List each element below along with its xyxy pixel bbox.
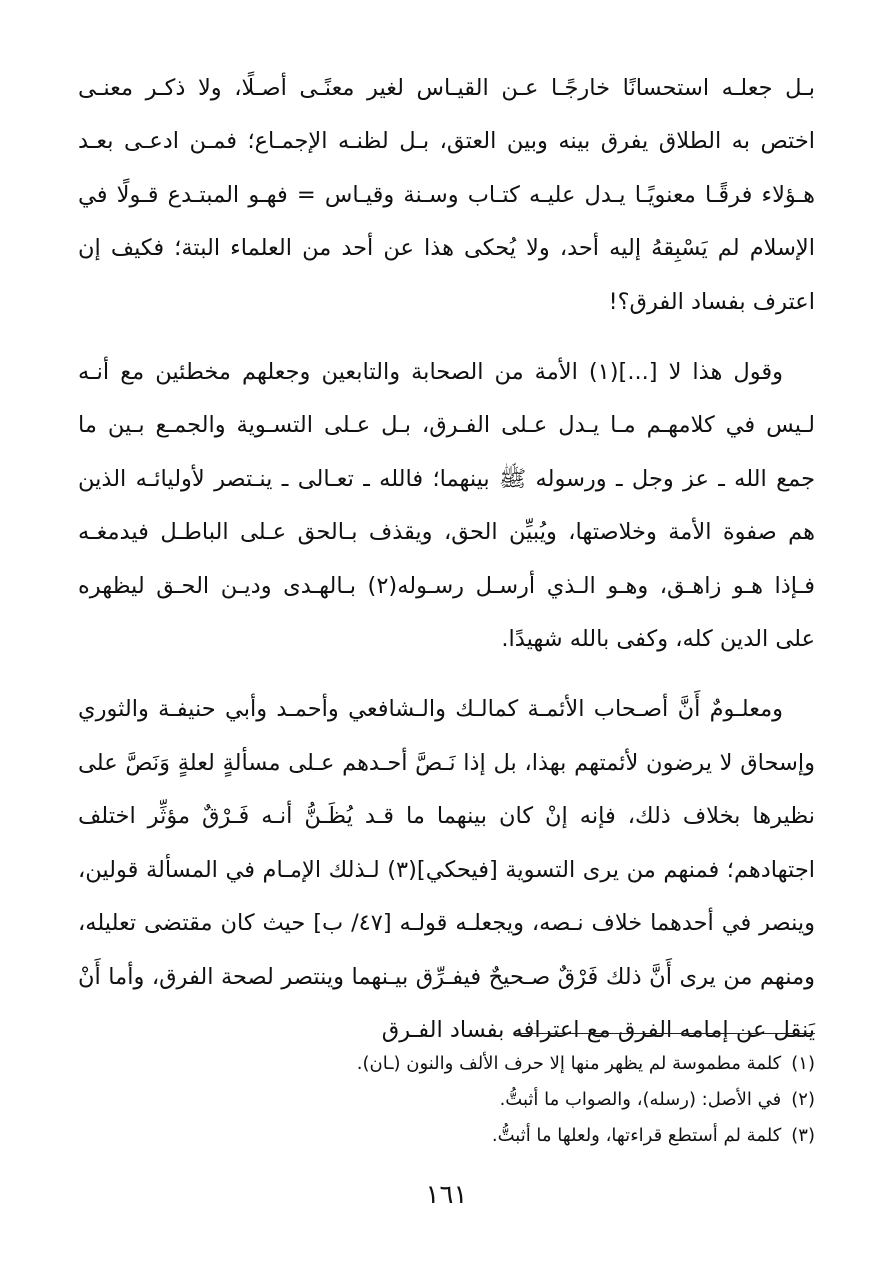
main-text [78, 62, 815, 1074]
footnote-3 [160, 1118, 815, 1154]
paragraph-2: وقول هذا لا [...](١) الأمة من الصحابة والتابعين وجعلهم مخطئين مع أنـه لـيس في كلامهـم مـا يـدل عـلى الفـرق، بـل عـلى التسـوية والجمـع بـين ما جمع الله ـ عز وجل ـ ورسوله ﷺ بينهما؛ فالله ـ تعـالى ـ ينـتصر لأوليائـه الذين هم صفوة الأمة وخلاصتها، ويُبيِّن الحق، ويقذف بـالحق عـلى الباطـل فيدمغـه فـإذا هـو زاهـق، وهـو الـذي أرسـل رسـوله(٢) بـالهـدى وديـن الحـق ليظهره على الدين كله، وكفى بالله شهيدًا. [78, 359, 815, 653]
footnote-separator [515, 1033, 815, 1034]
footnote-number: (٣) [791, 1125, 815, 1146]
footnote-text: كلمة مطموسة لم يظهر منها إلا حرف الألف والنون (ـان). [356, 1053, 782, 1074]
paragraph-1: بـل جعلـه استحسانًا خارجًـا عـن القيـاس لغير معنًـى أصـلًا، ولا ذكـر معنـى اختص به الطلاق يفرق بينه وبين العتق، بـل لظنـه الإجمـاع؛ فمـن ادعـى بعـد هـؤلاء فرقًـا معنويًـا يـدل عليـه كتـاب وسـنة وقيـاس = فهـو المبتـدع قـولًا في الإسلام لم يَسْبِقهُ إليه أحد، ولا يُحكى هذا عن أحد من العلماء البتة؛ فكيف إن اعترف بفساد الفرق؟! [78, 75, 815, 315]
footnote-2 [160, 1082, 815, 1118]
paragraph-3: ومعلـومٌ أَنَّ أصـحاب الأئمـة كمالـك والـشافعي وأحمـد وأبي حنيفـة والثوري وإسحاق لا يرضون لأئمتهم بهذا، بل إذا نَـصَّ أحـدهم عـلى مسألةٍ لعلةٍ وَنَصَّ على نظيرها بخلاف ذلك، فإنه إنْ كان بينهما ما قـد يُظَـنُّ أنـه فَـرْقٌ مؤثِّر اختلف اجتهادهم؛ فمنهم من يرى التسوية [فيحكي](٣) لـذلك الإمـام في المسألة قولين، وينصر في أحدهما خلاف نـصه، ويجعلـه قولـه [٤٧/ ب] حيث كان مقتضى تعليله، ومنهم من يرى أَنَّ ذلك فَرْقٌ صـحيحٌ فيفـرِّق بيـنهما وينتصر لصحة الفرق، وأما أَنْ يَنقل عن إمامه الفرق مع اعترافه بفساد الفـرق [78, 696, 815, 1043]
footnote-text: كلمة لم أستطع قراءتها، ولعلها ما أثبتُّ. [491, 1125, 782, 1146]
footnote-number: (٢) [791, 1089, 815, 1110]
footnotes [160, 1046, 815, 1154]
footnote-1 [160, 1046, 815, 1082]
page-number: ١٦١ [425, 1180, 468, 1210]
footnote-number: (١) [791, 1053, 815, 1074]
footnote-text: في الأصل: (رسله)، والصواب ما أثبتُّ. [499, 1089, 782, 1110]
